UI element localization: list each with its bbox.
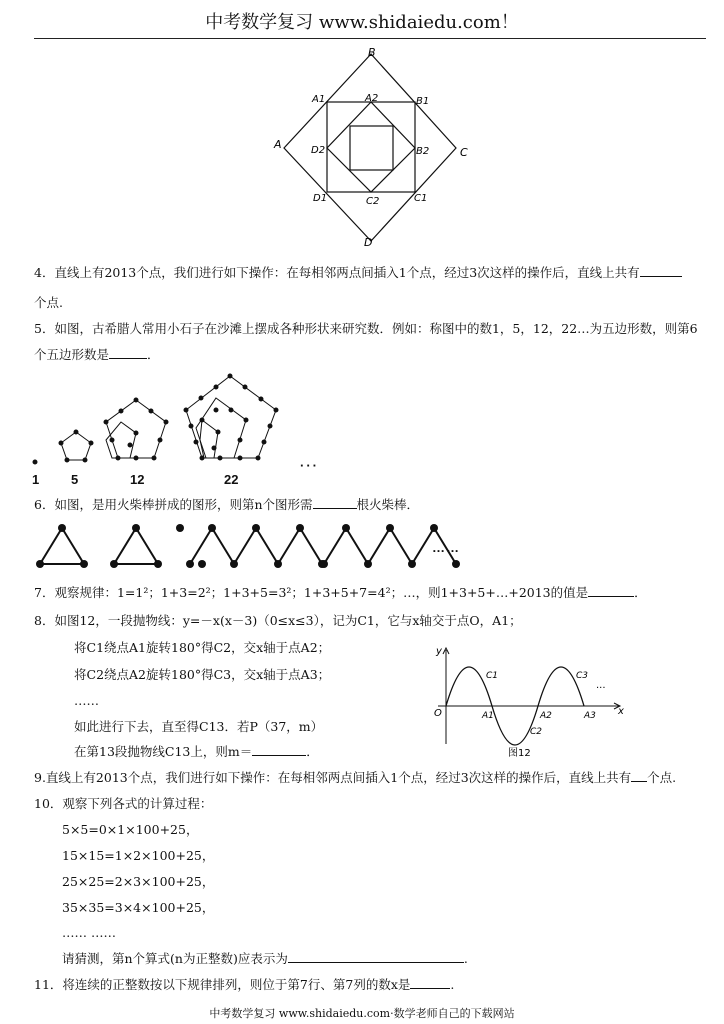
- label-B1: B1: [416, 96, 430, 107]
- pentagon-number-2: 5: [71, 472, 79, 487]
- inner-diamond: [327, 102, 415, 192]
- matchstick-triangle-3: [190, 528, 322, 564]
- question-11-text: 11．将连续的正整数按以下规律排列，则位于第7行、第7列的数x是: [34, 977, 411, 992]
- inner-square: [350, 126, 393, 170]
- pentagon-2-dots: [59, 430, 93, 462]
- question-10: 10．观察下列各式的计算过程：: [34, 796, 213, 811]
- label-C: C: [460, 146, 468, 159]
- middle-square: [327, 102, 415, 192]
- question-7-text: 7．观察规律：1=1²；1+3=2²；1+3+5=3²；1+3+5+7=4²；…，则1+3+5+…+2013的值是: [34, 585, 589, 600]
- question-8-line6-text: 在第13段抛物线C13上，则m＝: [74, 744, 253, 759]
- graph-label-A2: A2: [540, 711, 552, 721]
- question-10-guess: [62, 950, 468, 968]
- label-D1: D1: [313, 193, 328, 204]
- label-A: A: [274, 138, 282, 151]
- answer-blank: [288, 950, 464, 963]
- question-10-line-3: 25×25=2×3×100+25，: [62, 874, 215, 889]
- graph-label-y: y: [436, 646, 442, 657]
- question-8-line6: [74, 743, 319, 761]
- question-6: [34, 496, 419, 514]
- page-footer: 中考数学复习 www.shidaiedu.com·数学老师自己的下载网站: [209, 1007, 515, 1020]
- label-A2: A2: [365, 93, 379, 104]
- parabola-graph: [424, 642, 634, 762]
- pentagon-shape: [61, 432, 91, 460]
- question-10-line-1: 5×5=0×1×100+25，: [62, 822, 199, 837]
- question-8-line4: ……: [74, 693, 99, 708]
- question-10-guess-text: 请猜测，第n个算式(n为正整数)应表示为: [62, 951, 288, 966]
- pentagon-3-shape: [106, 400, 166, 458]
- question-4-text: 4．直线上有2013个点，我们进行如下操作：在每相邻两点间插入1个点，经过3次这样的操作后，直线上共有: [34, 265, 640, 280]
- pentagon-numbers-figure: [30, 370, 340, 470]
- pentagon-number-4: 22: [224, 472, 239, 487]
- answer-blank: [410, 976, 450, 989]
- answer-blank: [252, 743, 306, 756]
- label-C2: C2: [366, 196, 380, 207]
- graph-label-O: O: [434, 708, 442, 719]
- outer-diamond: [284, 54, 456, 241]
- pentagon-4-shape: [186, 376, 276, 458]
- question-7-period: ．: [634, 585, 647, 600]
- question-6-text: 6．如图，是用火柴棒拼成的图形，则第n个图形需: [34, 497, 313, 512]
- label-C1: C1: [414, 193, 428, 204]
- answer-blank: [631, 769, 647, 782]
- matchstick-figure: [30, 520, 470, 572]
- answer-blank: [313, 496, 357, 509]
- graph-label-A3: A3: [584, 711, 596, 721]
- answer-blank: [109, 346, 147, 359]
- graph-label-x: x: [618, 706, 624, 717]
- question-11-period: .: [450, 977, 455, 992]
- graph-caption: 图12: [508, 748, 531, 759]
- graph-ellipsis: ...: [596, 680, 606, 691]
- question-9-tail: 个点.: [647, 770, 677, 785]
- question-7: [34, 584, 647, 602]
- question-5-tail: [34, 346, 160, 364]
- question-5: 5．如图，古希腊人常用小石子在沙滩上摆成各种形状来研究数．例如：称图中的数1，5，12，22…为五边形数，则第6: [34, 321, 698, 336]
- question-9: [34, 769, 676, 787]
- question-5-tail-text: 个五边形数是: [34, 347, 110, 362]
- pentagon-ellipsis: ···: [300, 458, 319, 473]
- question-5-period: ．: [147, 347, 160, 362]
- question-10-line-4: 35×35=3×4×100+25，: [62, 900, 215, 915]
- matchstick-ellipsis: ……: [432, 540, 460, 555]
- label-B: B: [368, 46, 376, 59]
- label-D: D: [364, 236, 373, 249]
- page-header: 中考数学复习 www.shidaiedu.com！: [205, 12, 519, 33]
- pentagon-3-dots: [104, 398, 168, 460]
- question-10-line-2: 15×15=1×2×100+25，: [62, 848, 215, 863]
- question-8-line2: 将C1绕点A1旋转180°得C2，交x轴于点A2；: [74, 640, 331, 655]
- question-8-line5: 如此进行下去，直至得C13．若P（37，m）: [74, 719, 324, 734]
- question-11: [34, 976, 454, 994]
- label-A1: A1: [312, 94, 326, 105]
- pentagon-dot: [33, 460, 37, 464]
- question-9-text: 9.直线上有2013个点，我们进行如下操作：在每相邻两点间插入1个点，经过3次这样的操作后，直线上共有: [34, 770, 632, 785]
- graph-label-A1: A1: [482, 711, 494, 721]
- graph-label-C1: C1: [486, 671, 499, 681]
- label-D2: D2: [311, 145, 326, 156]
- question-8-line1: 8．如图12，一段抛物线：y=－x(x－3)（0≤x≤3），记为C1，它与x轴交于点O，A1；: [34, 613, 522, 628]
- question-8-period: ．: [306, 744, 319, 759]
- question-10-period: .: [463, 951, 468, 966]
- graph-label-C3: C3: [576, 671, 589, 681]
- answer-blank: [640, 264, 682, 277]
- graph-label-C2: C2: [530, 727, 543, 737]
- pentagon-number-1: 1: [32, 472, 40, 487]
- nested-squares-figure: [270, 44, 480, 254]
- matchstick-triangle-2: [114, 528, 158, 564]
- question-4-tail: 个点.: [34, 295, 63, 310]
- header-divider: [34, 38, 706, 39]
- question-4: [34, 264, 682, 282]
- label-B2: B2: [416, 146, 430, 157]
- question-10-line-5: …… ……: [62, 925, 116, 940]
- matchstick-triangle-1: [40, 528, 84, 564]
- question-8-line3: 将C2绕点A2旋转180°得C3，交x轴于点A3；: [74, 667, 331, 682]
- pentagon-number-3: 12: [130, 472, 145, 487]
- question-6-tail: 根火柴棒．: [356, 497, 420, 512]
- answer-blank: [588, 584, 634, 597]
